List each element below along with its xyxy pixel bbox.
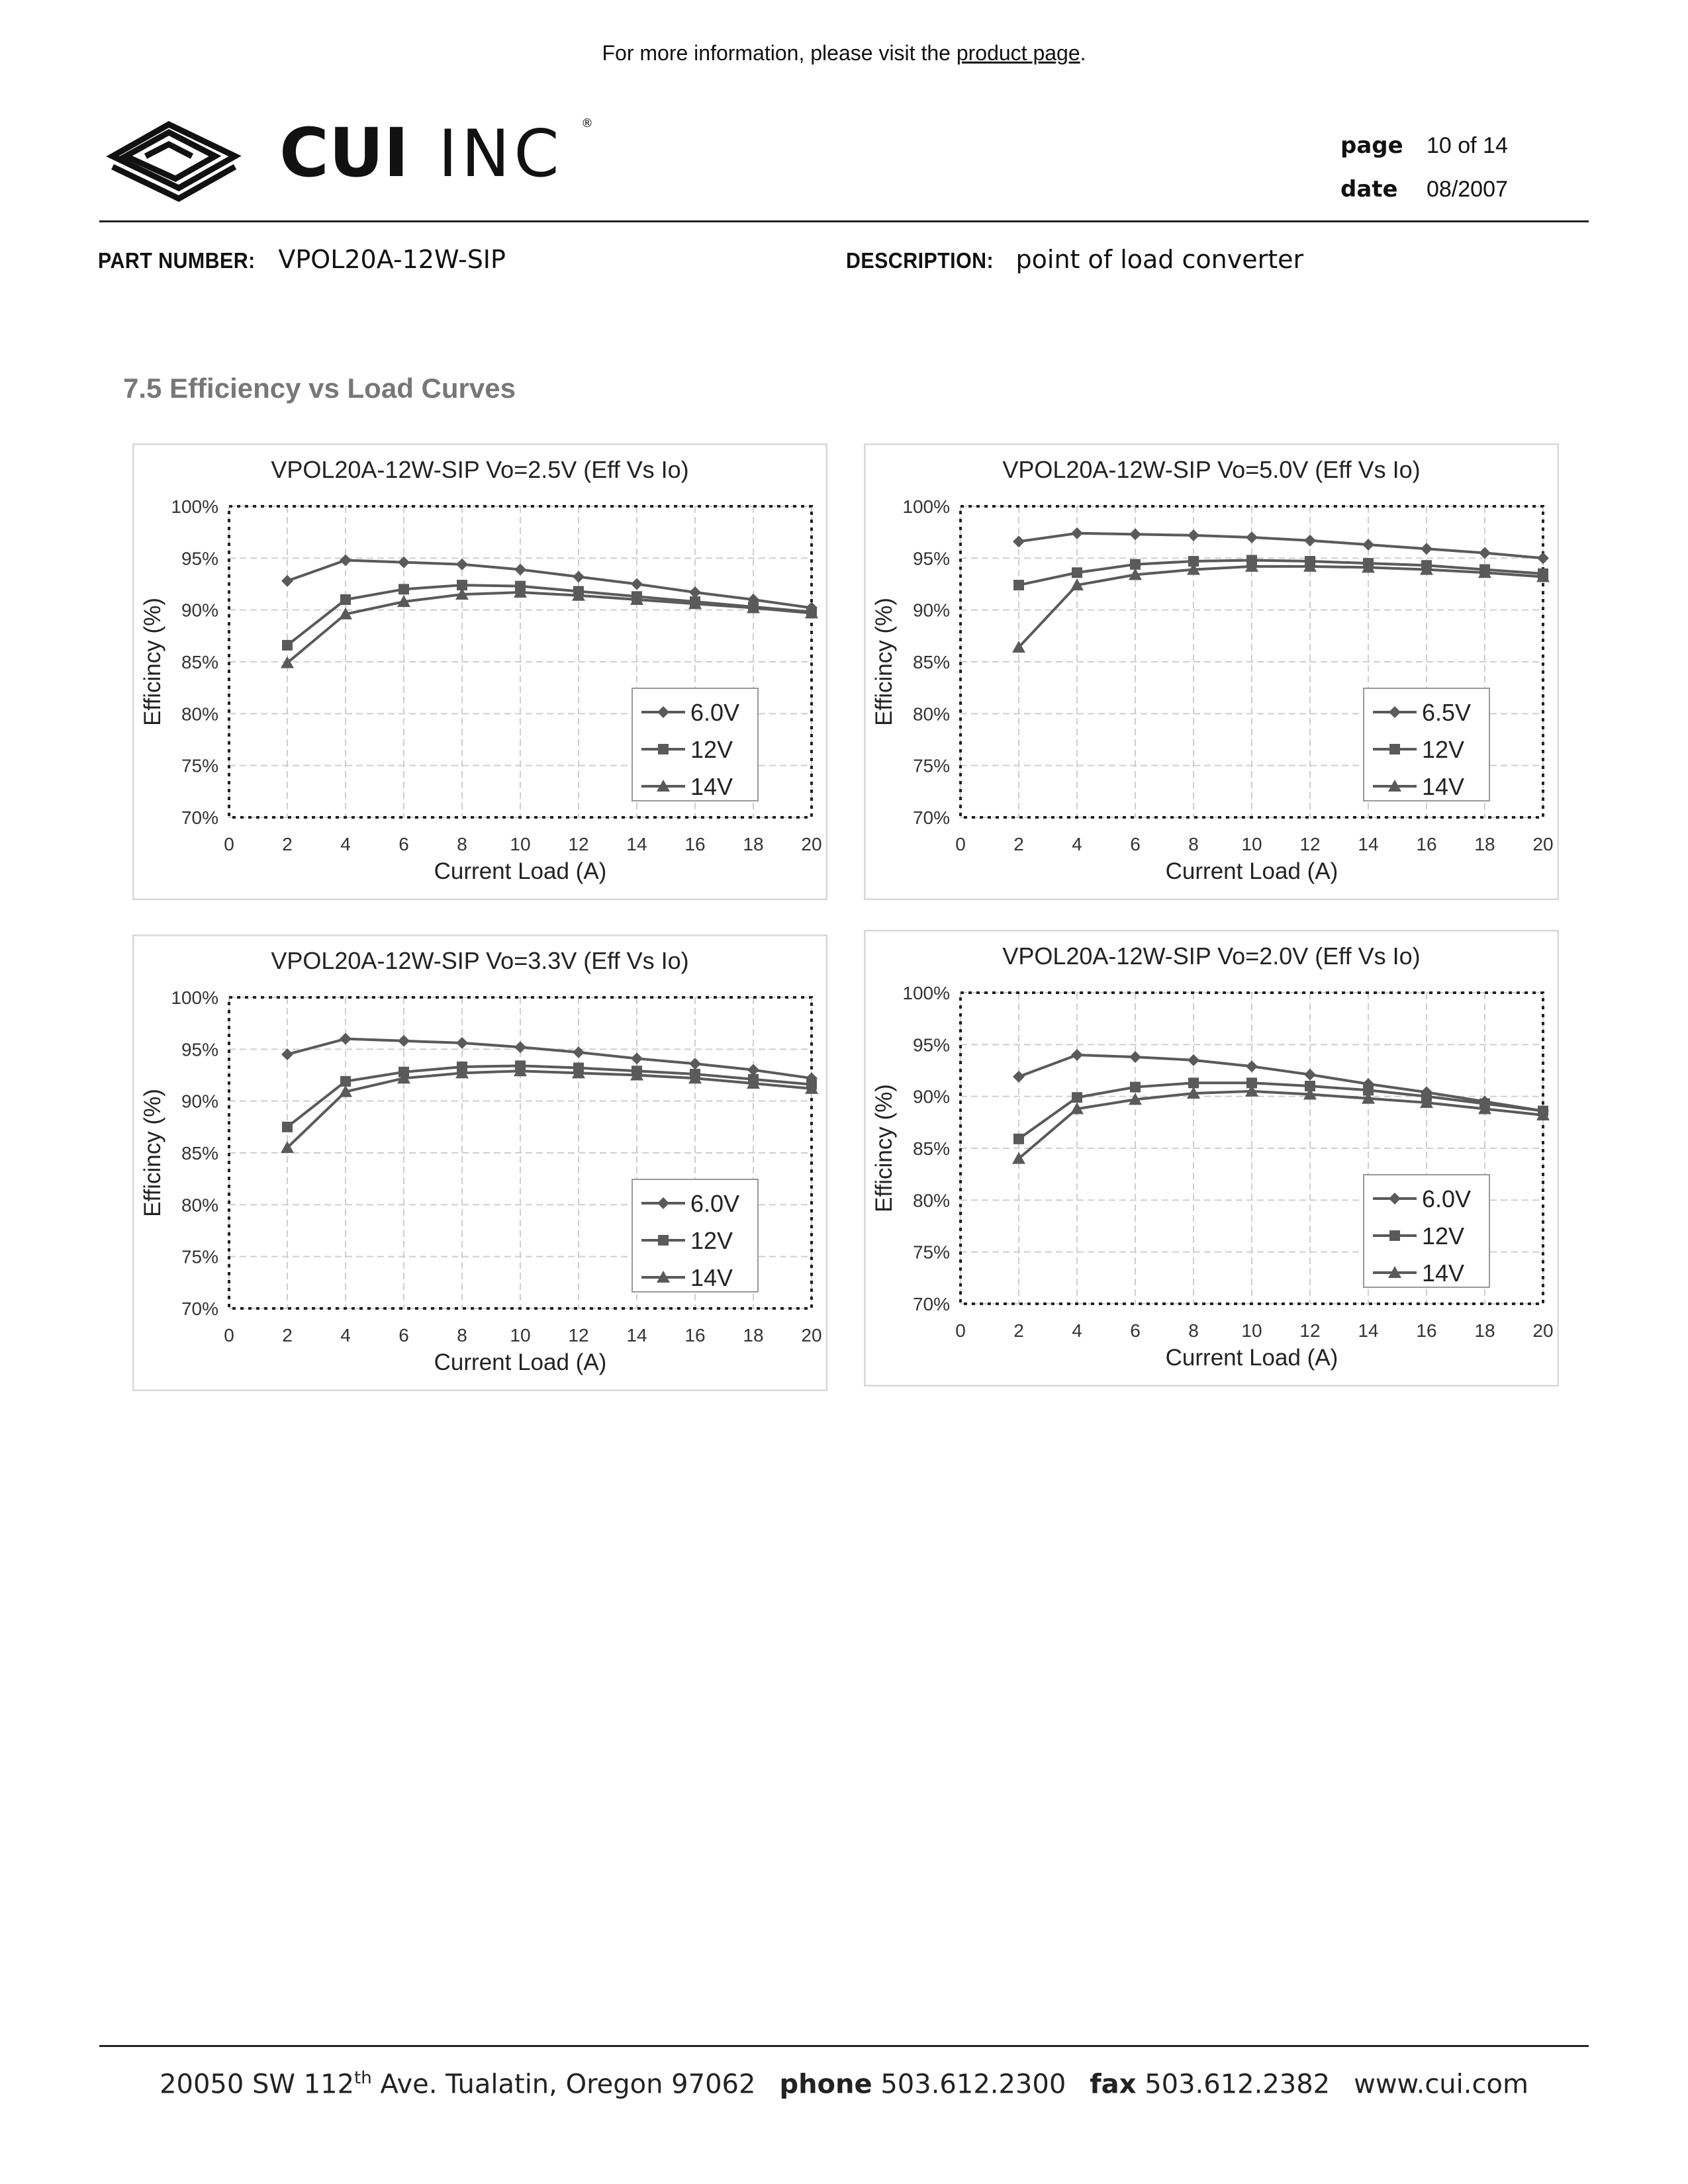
legend-marker: [658, 744, 669, 754]
y-tick-label: 85%: [181, 652, 218, 672]
x-tick-label: 18: [743, 1325, 764, 1345]
y-tick-label: 95%: [912, 1034, 950, 1056]
chart-svg: [864, 443, 1559, 900]
y-tick-label: 70%: [912, 1294, 950, 1314]
legend-label: 14V: [1422, 773, 1465, 800]
legend-label: 6.0V: [690, 699, 740, 726]
data-point-12V: [340, 1076, 351, 1087]
chart-title: VPOL20A-12W-SIP Vo=3.3V (Eff Vs Io): [271, 947, 689, 974]
x-tick-label: 20: [801, 834, 822, 854]
x-tick-label: 10: [510, 1325, 531, 1345]
x-tick-label: 20: [1532, 1320, 1554, 1341]
x-tick-label: 0: [955, 1320, 966, 1341]
description-label: DESCRIPTION:: [846, 248, 994, 273]
top-note-suffix: .: [1080, 41, 1086, 65]
legend-label: 12V: [690, 736, 733, 763]
chart-frame: [865, 931, 1558, 1386]
y-tick-label: 75%: [912, 755, 950, 776]
y-tick-label: 85%: [912, 1138, 950, 1159]
chart-frame: [133, 444, 827, 899]
x-tick-label: 10: [1241, 1320, 1262, 1341]
cui-logo-mark: [106, 98, 596, 204]
footer-web[interactable]: www.cui.com: [1354, 2069, 1528, 2100]
y-tick-label: 70%: [181, 807, 218, 828]
x-tick-label: 8: [1188, 1320, 1199, 1341]
page-meta: [1340, 132, 1508, 220]
x-tick-label: 6: [1130, 834, 1141, 854]
chart-frame: [865, 444, 1558, 899]
footer-phone: 503.612.2300: [880, 2069, 1066, 2100]
x-tick-label: 20: [801, 1325, 822, 1345]
y-tick-label: 100%: [902, 983, 950, 1003]
logo-brand: CUI: [279, 114, 409, 193]
y-tick-label: 75%: [181, 755, 218, 776]
x-tick-label: 8: [1188, 834, 1199, 854]
y-tick-label: 90%: [912, 600, 950, 621]
section-title: 7.5 Efficiency vs Load Curves: [123, 373, 516, 404]
x-tick-label: 14: [626, 834, 647, 854]
legend-label: 12V: [690, 1227, 733, 1254]
x-tick-label: 4: [1072, 1320, 1082, 1341]
y-tick-label: 95%: [181, 548, 218, 569]
data-point-12V: [1013, 1134, 1024, 1144]
efficiency-chart-2v0: [864, 930, 1559, 1387]
x-tick-label: 14: [1358, 834, 1379, 854]
logo-suffix: INC: [438, 116, 563, 192]
y-tick-label: 70%: [912, 807, 950, 828]
legend-label: 14V: [1422, 1259, 1465, 1287]
x-tick-label: 16: [1416, 1320, 1437, 1341]
x-tick-label: 20: [1532, 834, 1554, 854]
legend-label: 12V: [1422, 1222, 1465, 1250]
x-tick-label: 12: [568, 1325, 589, 1345]
x-tick-label: 0: [224, 834, 234, 854]
x-tick-label: 2: [282, 1325, 293, 1345]
y-tick-label: 95%: [181, 1039, 218, 1060]
y-tick-label: 70%: [181, 1298, 218, 1319]
legend-label: 14V: [690, 773, 733, 800]
chart-title: VPOL20A-12W-SIP Vo=2.5V (Eff Vs Io): [271, 456, 689, 483]
footer-address-post: Ave. Tualatin, Oregon 97062: [371, 2069, 756, 2100]
y-tick-label: 80%: [912, 704, 950, 725]
y-axis-label: Efficincy (%): [140, 1089, 165, 1217]
data-point-12V: [1188, 1077, 1199, 1088]
x-tick-label: 14: [626, 1325, 647, 1345]
legend-marker: [1389, 744, 1400, 754]
chart-svg: [132, 443, 827, 900]
footer-address-sup: th: [354, 2068, 372, 2088]
y-tick-label: 85%: [181, 1143, 218, 1163]
y-axis-label: Efficincy (%): [871, 598, 897, 726]
x-tick-label: 4: [340, 834, 351, 854]
y-tick-label: 90%: [181, 1091, 218, 1112]
y-axis-label: Efficincy (%): [140, 598, 165, 726]
y-tick-label: 80%: [181, 1195, 218, 1216]
x-tick-label: 14: [1358, 1320, 1379, 1341]
chart-svg: [132, 934, 827, 1391]
efficiency-chart-5v0: [864, 443, 1559, 900]
x-axis-label: Current Load (A): [1165, 858, 1338, 884]
date-value: 08/2007: [1427, 177, 1508, 202]
y-tick-label: 80%: [181, 704, 218, 725]
page-label: page: [1340, 132, 1403, 159]
legend-marker: [658, 1235, 669, 1246]
legend-label: 6.5V: [1422, 699, 1472, 726]
x-tick-label: 10: [510, 834, 531, 854]
x-tick-label: 12: [1299, 1320, 1321, 1341]
x-tick-label: 16: [684, 1325, 706, 1345]
data-point-12V: [282, 1122, 293, 1132]
page-value: 10 of 14: [1427, 133, 1508, 158]
part-number: [98, 245, 506, 275]
y-axis-label: Efficincy (%): [871, 1084, 897, 1212]
y-tick-label: 90%: [181, 600, 218, 621]
x-tick-label: 0: [955, 834, 966, 854]
y-tick-label: 85%: [912, 652, 950, 672]
data-point-12V: [282, 640, 293, 651]
legend-label: 12V: [1422, 736, 1465, 763]
y-tick-label: 75%: [912, 1242, 950, 1263]
y-tick-label: 95%: [912, 548, 950, 569]
data-point-12V: [1013, 580, 1024, 590]
x-tick-label: 16: [684, 834, 706, 854]
x-tick-label: 18: [1474, 834, 1495, 854]
x-tick-label: 6: [1130, 1320, 1141, 1341]
y-tick-label: 80%: [912, 1190, 950, 1211]
data-point-12V: [1072, 567, 1082, 578]
chart-frame: [133, 935, 827, 1390]
data-point-12V: [340, 594, 351, 605]
x-tick-label: 18: [743, 834, 764, 854]
footer-fax: 503.612.2382: [1145, 2069, 1331, 2100]
x-tick-label: 8: [457, 834, 467, 854]
chart-title: VPOL20A-12W-SIP Vo=5.0V (Eff Vs Io): [1002, 456, 1421, 483]
part-number-value: VPOL20A-12W-SIP: [278, 245, 506, 274]
x-tick-label: 10: [1241, 834, 1262, 854]
logo-reg: ®: [581, 116, 593, 130]
x-tick-label: 8: [457, 1325, 467, 1345]
x-tick-label: 0: [224, 1325, 234, 1345]
legend-label: 6.0V: [1422, 1185, 1472, 1212]
y-tick-label: 90%: [912, 1086, 950, 1107]
x-axis-label: Current Load (A): [1165, 1345, 1338, 1371]
top-note-prefix: For more information, please visit the: [602, 41, 957, 65]
product-page-link[interactable]: product page: [956, 41, 1080, 65]
x-tick-label: 16: [1416, 834, 1437, 854]
footer-rule: [99, 2045, 1589, 2047]
y-tick-label: 100%: [902, 496, 950, 517]
y-tick-label: 75%: [181, 1246, 218, 1267]
x-tick-label: 4: [340, 1325, 351, 1345]
description-value: point of load converter: [1015, 245, 1304, 274]
legend-label: 6.0V: [690, 1190, 740, 1217]
data-point-12V: [1130, 559, 1141, 570]
x-tick-label: 2: [1013, 1320, 1024, 1341]
footer-address-pre: 20050 SW 112: [160, 2069, 355, 2100]
x-tick-label: 2: [282, 834, 293, 854]
chart-svg: [864, 930, 1559, 1387]
header-rule: [99, 220, 1589, 222]
part-number-label: PART NUMBER:: [98, 248, 256, 273]
y-tick-label: 100%: [171, 987, 218, 1008]
data-point-12V: [1130, 1082, 1141, 1093]
footer: [0, 2068, 1688, 2099]
y-tick-label: 100%: [171, 496, 218, 517]
data-point-12V: [399, 584, 409, 594]
legend-label: 14V: [690, 1264, 733, 1291]
x-tick-label: 6: [399, 1325, 409, 1345]
x-tick-label: 12: [1299, 834, 1321, 854]
cui-logo: [106, 98, 596, 204]
data-point-12V: [1072, 1092, 1082, 1103]
x-tick-label: 18: [1474, 1320, 1495, 1341]
footer-phone-label: phone: [779, 2069, 872, 2100]
x-tick-label: 2: [1013, 834, 1024, 854]
x-tick-label: 4: [1072, 834, 1082, 854]
top-note: [0, 41, 1688, 66]
date-label: date: [1340, 176, 1398, 203]
x-axis-label: Current Load (A): [434, 858, 607, 884]
x-tick-label: 12: [568, 834, 589, 854]
footer-fax-label: fax: [1090, 2069, 1137, 2100]
efficiency-chart-3v3: [132, 934, 827, 1391]
chart-title: VPOL20A-12W-SIP Vo=2.0V (Eff Vs Io): [1002, 942, 1421, 970]
legend-marker: [1389, 1230, 1400, 1241]
efficiency-chart-2v5: [132, 443, 827, 900]
x-axis-label: Current Load (A): [434, 1349, 607, 1375]
description: [846, 245, 1303, 275]
x-tick-label: 6: [399, 834, 409, 854]
